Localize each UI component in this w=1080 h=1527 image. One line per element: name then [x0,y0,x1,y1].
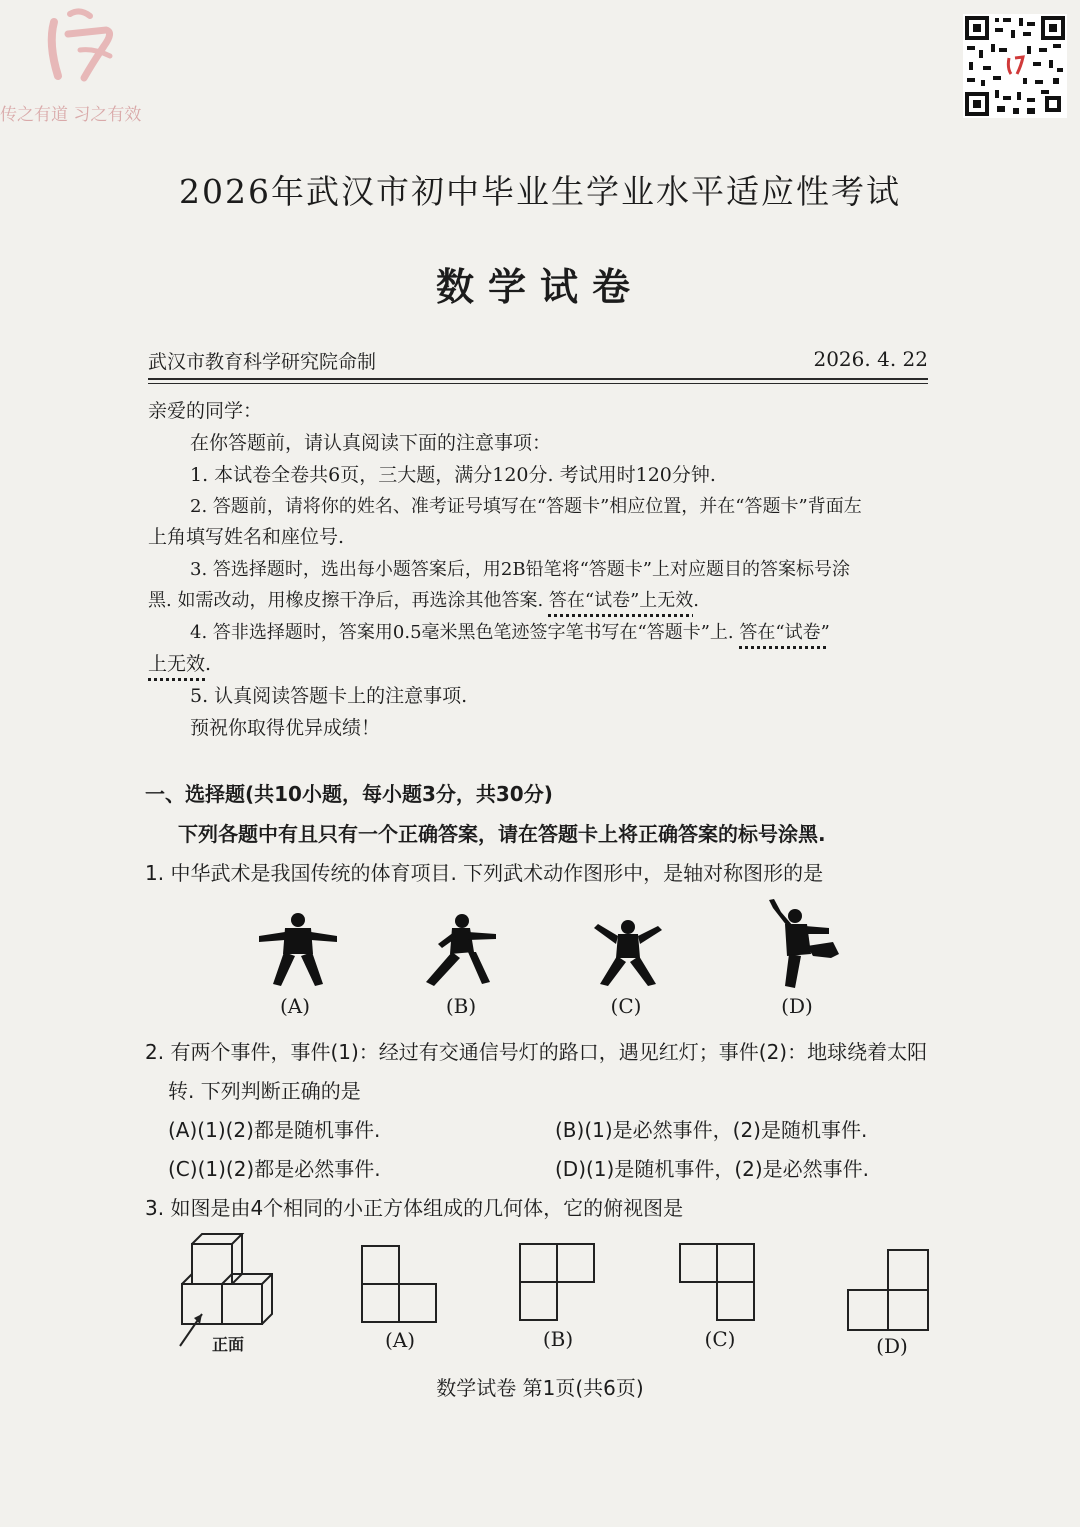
q3-label-d: (D) [876,1334,908,1358]
q1-figure-a [255,910,341,990]
header-rule-thin [148,383,928,384]
q2-stem-cont: 转. 下列判断正确的是 [168,1079,361,1103]
q1-label-c: (C) [610,994,642,1018]
qr-code-icon [963,14,1067,118]
section-1-instruction: 下列各题中有且只有一个正确答案，请在答题卡上将正确答案的标号涂黑. [178,822,826,846]
notice-item-4 [190,618,830,644]
notice-item-5: 5. 认真阅读答题卡上的注意事项. [190,685,468,707]
q1-label-b: (B) [445,994,477,1018]
q2-stem: 2. 有两个事件，事件(1)：经过有交通信号灯的路口，遇见红灯；事件(2)：地球绕着太阳 [145,1040,928,1064]
q3-stem: 3. 如图是由4个相同的小正方体组成的几何体，它的俯视图是 [145,1196,684,1220]
q3-option-c-figure [678,1242,756,1322]
q3-label-b: (B) [542,1327,574,1351]
q3-label-a: (A) [384,1328,416,1352]
notice-item-3-end: . [693,590,700,611]
q2-option-c: (C)(1)(2)都是必然事件. [168,1157,381,1181]
notice-item-4-emphasis: 答在“试卷” [739,622,830,643]
logo-mark [40,4,124,84]
q1-label-d: (D) [781,994,813,1018]
notice-item-4-text: 4. 答非选择题时，答案用0.5毫米黑色笔迹签字笔书写在“答题卡”上. [190,622,740,643]
header-rule [148,378,928,380]
notice-item-4-end: . [205,653,212,675]
section-1-heading: 一、选择题(共10小题，每小题3分，共30分) [145,782,553,806]
notice-item-2-cont: 上角填写姓名和座位号. [148,526,345,548]
exam-date: 2026. 4. 22 [813,347,928,371]
q2-option-b: (B)(1)是必然事件，(2)是随机事件. [555,1118,868,1142]
issuer: 武汉市教育科学研究院命制 [148,351,377,373]
q3-option-b-figure [518,1242,596,1322]
q1-figure-d [765,898,843,990]
notice-greeting: 亲爱的同学： [148,400,263,422]
q1-label-a: (A) [279,994,311,1018]
q3-option-d-figure [846,1248,930,1332]
exam-title: 2026年武汉市初中毕业生学业水平适应性考试 [179,172,901,211]
q1-stem: 1. 中华武术是我国传统的体育项目. 下列武术动作图形中，是轴对称图形的是 [145,861,824,885]
notice-item-3-emphasis: 答在“试卷”上无效 [548,590,694,611]
notice-item-1: 1. 本试卷全卷共6页，三大题，满分120分. 考试用时120分钟. [190,464,716,486]
page-footer: 数学试卷 第1页(共6页) [436,1376,644,1400]
q3-front-label: 正面 [212,1335,245,1354]
notice-item-4-cont [148,649,211,676]
notice-item-3-cont [148,586,699,612]
notice-item-4-emphasis-cont: 上无效 [148,653,206,675]
notice-item-3-text: 黑. 如需改动，用橡皮擦干净后，再选涂其他答案. [148,590,549,611]
q2-option-d: (D)(1)是随机事件，(2)是必然事件. [555,1157,870,1181]
notice-item-2: 2. 答题前，请将你的姓名、准考证号填写在“答题卡”相应位置，并在“答题卡”背面左 [190,496,862,517]
q3-label-c: (C) [704,1327,736,1351]
notice-item-3: 3. 答选择题时，选出每小题答案后，用2B铅笔将“答题卡”上对应题目的答案标号涂 [190,559,850,580]
q1-figure-b [420,912,500,990]
notice-intro: 在你答题前，请认真阅读下面的注意事项： [190,432,552,454]
q3-option-a-figure [360,1244,438,1324]
notice-closing: 预祝你取得优异成绩！ [190,717,381,739]
subject-title: 数学试卷 [435,264,644,309]
q1-figure-c [590,914,666,988]
watermark-slogan: 传之有道 习之有效 [0,105,142,125]
q2-option-a: (A)(1)(2)都是随机事件. [168,1118,381,1142]
